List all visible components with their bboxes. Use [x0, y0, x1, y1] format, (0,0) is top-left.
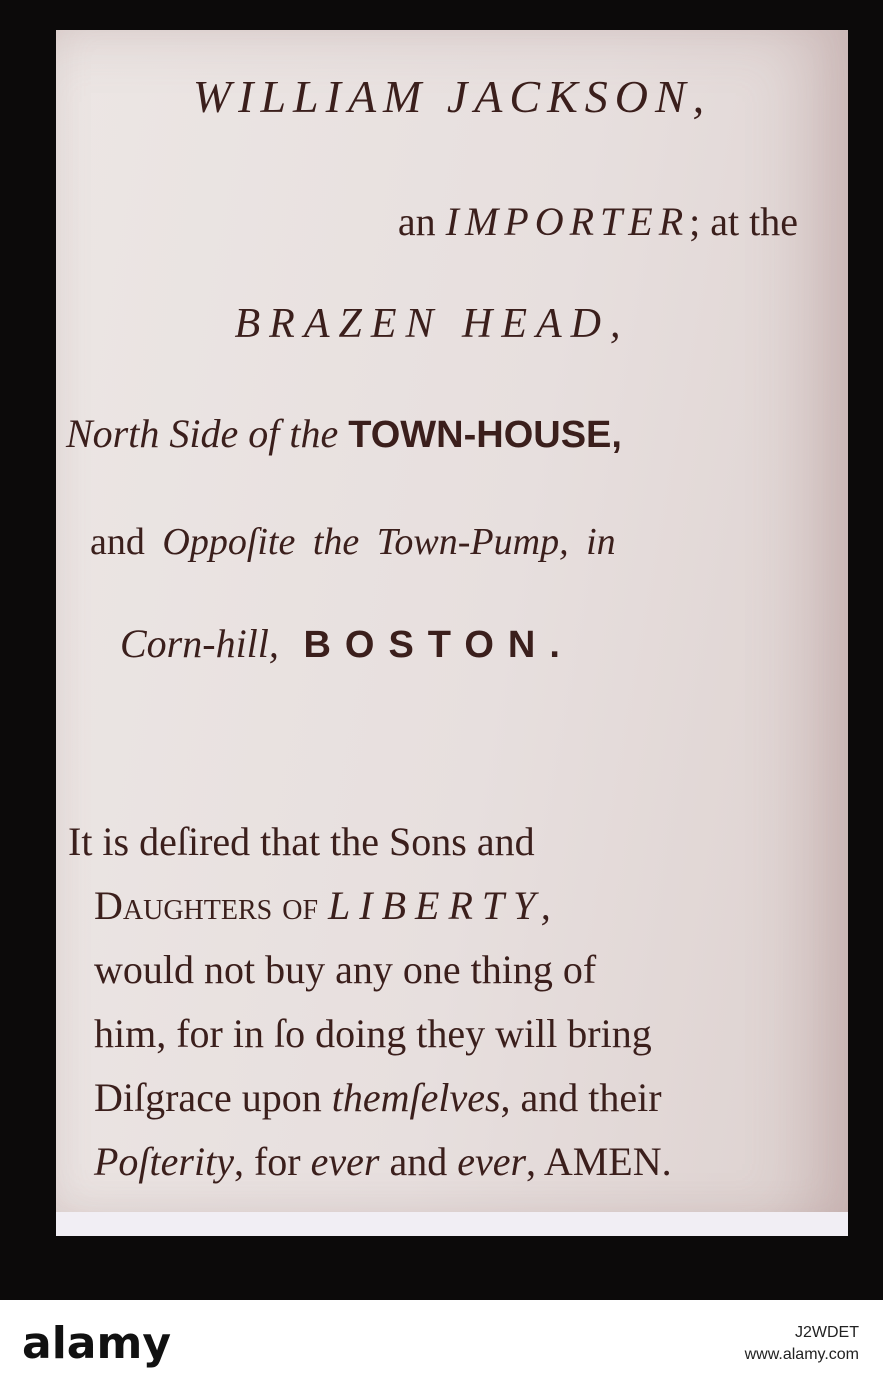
notice-line-2: [68, 874, 788, 938]
sheet-bottom-edge: [56, 1212, 848, 1236]
town-house-line-prefix: North Side of the: [66, 411, 349, 456]
boston-line: [120, 620, 818, 667]
alamy-logo: alamy: [22, 1318, 171, 1369]
importer-line-suffix: ; at the: [689, 199, 798, 244]
boston-word: BOSTON.: [278, 624, 574, 666]
image-id-block: [745, 1322, 859, 1366]
amen-text: , AMEN.: [526, 1139, 672, 1184]
broadside-title: WILLIAM JACKSON,: [192, 71, 712, 122]
for-text: , for: [233, 1139, 311, 1184]
ever-word-1: ever: [310, 1139, 380, 1184]
themselves-word: themſelves: [331, 1075, 501, 1120]
town-pump-line-prefix: and: [90, 521, 163, 563]
town-pump-line: [90, 520, 818, 564]
and-text: and: [379, 1139, 458, 1184]
notice-line-5: [68, 1066, 788, 1130]
posterity-word: Poſterity: [94, 1139, 234, 1184]
daughters-of: Daughters of: [94, 883, 329, 928]
town-house-line: [66, 410, 818, 457]
notice-line-6: [68, 1130, 788, 1194]
importer-word: IMPORTER: [445, 199, 690, 244]
liberty-word: LIBERTY,: [328, 883, 560, 928]
importer-line-prefix: an: [397, 199, 446, 244]
ever-word-2: ever: [457, 1139, 527, 1184]
and-their-text: , and their: [500, 1075, 662, 1120]
broadside-sheet: [56, 30, 848, 1236]
town-pump-line-text: Oppoſite the Town-Pump, in: [162, 521, 616, 563]
cornhill-word: Corn-hill,: [120, 621, 279, 666]
image-id: J2WDET: [795, 1324, 859, 1341]
stock-footer: [0, 1300, 883, 1390]
brazen-head-line: BRAZEN HEAD,: [234, 301, 630, 347]
town-house-word: TOWN-HOUSE,: [348, 414, 622, 456]
importer-line: [86, 198, 798, 245]
disgrace-text: Diſgrace upon: [94, 1075, 332, 1120]
liberty-notice: [68, 810, 788, 1194]
site-url: www.alamy.com: [744, 1346, 859, 1363]
notice-line-3: would not buy any one thing of: [94, 947, 597, 992]
notice-line-1: It is deſired that the Sons and: [68, 819, 535, 864]
notice-line-4: him, for in ſo doing they will bring: [94, 1011, 652, 1056]
